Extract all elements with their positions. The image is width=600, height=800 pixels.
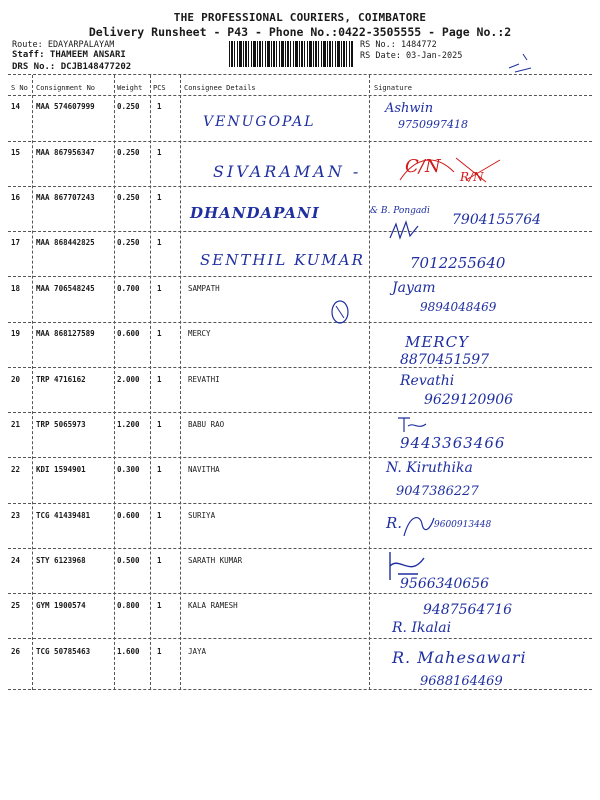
row-divider	[8, 593, 592, 594]
signature: Ashwin	[385, 101, 434, 116]
row-consignment-no: STY 6123968	[36, 556, 86, 565]
row-consignee: BABU RAO	[188, 420, 225, 429]
row-sno: 18	[11, 284, 21, 293]
row-sno: 23	[11, 511, 21, 520]
col-divider	[114, 75, 115, 690]
handwritten-consignee: SIVARAMAN -	[213, 162, 362, 181]
row-consignment-no: TCG 41439481	[36, 511, 91, 520]
row-weight: 1.600	[117, 647, 140, 656]
row-sno: 19	[11, 329, 21, 338]
signature-phone: 7012255640	[410, 254, 506, 272]
row-consignee: SARATH KUMAR	[188, 556, 243, 565]
col-divider	[369, 75, 370, 690]
row-weight: 2.000	[117, 375, 140, 384]
row-pcs: 1	[157, 556, 162, 565]
signature: Jayam	[392, 280, 436, 296]
signature: R. Ikalai	[392, 620, 452, 636]
pen-mark	[505, 50, 535, 76]
signature: R. Mahesawari	[392, 648, 527, 667]
row-weight: 0.250	[117, 193, 140, 202]
row-consignee: KALA RAMESH	[188, 601, 238, 610]
signature-phone: 9047386227	[396, 484, 479, 499]
return-mark: C/N	[405, 156, 441, 177]
row-pcs: 1	[157, 420, 162, 429]
row-divider	[8, 367, 592, 368]
col-header-consignment: Consignment No	[36, 84, 96, 92]
signature-phone: 9894048469	[420, 300, 497, 314]
signature-phone: 9443363466	[400, 434, 506, 452]
row-sno: 17	[11, 238, 21, 247]
col-header-consignee: Consignee Details	[184, 84, 256, 92]
handwritten-consignee: VENUGOPAL	[203, 114, 316, 130]
col-divider	[180, 75, 181, 690]
row-consignment-no: TRP 5065973	[36, 420, 86, 429]
handwritten-consignee: DHANDAPANI	[190, 204, 320, 222]
row-consignee: NAVITHA	[188, 465, 220, 474]
row-consignment-no: GYM 1900574	[36, 601, 86, 610]
row-consignment-no: MAA 706548245	[36, 284, 95, 293]
row-pcs: 1	[157, 465, 162, 474]
row-consignment-no: MAA 574607999	[36, 102, 95, 111]
rule	[8, 74, 592, 75]
row-divider	[8, 689, 592, 690]
signature-phone: 9487564716	[423, 602, 513, 618]
handwritten-consignee: SENTHIL KUMAR	[200, 251, 365, 269]
return-mark: R/N	[460, 170, 484, 184]
row-divider	[8, 276, 592, 277]
row-sno: 15	[11, 148, 21, 157]
row-weight: 0.600	[117, 511, 140, 520]
row-weight: 0.300	[117, 465, 140, 474]
row-consignment-no: MAA 867956347	[36, 148, 95, 157]
row-pcs: 1	[157, 193, 162, 202]
signature-scribble	[396, 414, 430, 436]
row-consignment-no: TCG 50785463	[36, 647, 91, 656]
rs-date: RS Date: 03-Jan-2025	[360, 51, 463, 61]
row-pcs: 1	[157, 148, 162, 157]
row-weight: 0.600	[117, 329, 140, 338]
signature-phone: 9629120906	[424, 392, 514, 408]
row-weight: 0.500	[117, 556, 140, 565]
rs-number: RS No.: 1484772	[360, 40, 437, 50]
col-divider	[150, 75, 151, 690]
row-consignment-no: KDI 1594901	[36, 465, 86, 474]
col-header-pcs: PCS	[153, 84, 166, 92]
row-divider	[8, 322, 592, 323]
row-weight: 0.250	[117, 148, 140, 157]
row-sno: 21	[11, 420, 21, 429]
signature-phone: 9750997418	[398, 118, 468, 131]
row-weight: 0.700	[117, 284, 140, 293]
row-consignee: SURIYA	[188, 511, 216, 520]
row-divider	[8, 186, 592, 187]
row-pcs: 1	[157, 238, 162, 247]
row-divider	[8, 638, 592, 639]
signature-phone: 7904155764	[452, 212, 542, 228]
signature: MERCY	[405, 333, 469, 351]
row-sno: 20	[11, 375, 21, 384]
signature-scribble	[400, 510, 436, 540]
row-sno: 16	[11, 193, 21, 202]
row-consignment-no: MAA 868442825	[36, 238, 95, 247]
row-divider	[8, 141, 592, 142]
signature-phone: 9566340656	[400, 576, 490, 592]
row-consignment-no: MAA 867707243	[36, 193, 95, 202]
row-consignee: JAYA	[188, 647, 207, 656]
row-consignment-no: TRP 4716162	[36, 375, 86, 384]
row-weight: 0.250	[117, 102, 140, 111]
row-pcs: 1	[157, 647, 162, 656]
rule	[8, 95, 592, 96]
company-title: THE PROFESSIONAL COURIERS, COIMBATORE	[173, 11, 427, 24]
row-weight: 0.800	[117, 601, 140, 610]
signature-phone: 9600913448	[434, 520, 492, 530]
signature: Revathi	[400, 373, 455, 389]
row-consignee: MERCY	[188, 329, 211, 338]
row-pcs: 1	[157, 102, 162, 111]
col-header-weight: Weight	[117, 84, 143, 92]
signature-scribble	[386, 218, 422, 244]
drs-number: DRS No.: DCJB148477202	[12, 62, 132, 72]
route-label: Route: EDAYARPALAYAM	[12, 40, 115, 50]
col-header-sno: S No	[11, 84, 28, 92]
red-strike-icon	[396, 150, 506, 186]
col-divider	[32, 75, 33, 690]
row-sno: 24	[11, 556, 21, 565]
col-header-signature: Signature	[374, 84, 412, 92]
row-divider	[8, 457, 592, 458]
row-divider	[8, 231, 592, 232]
row-sno: 25	[11, 601, 21, 610]
row-sno: 14	[11, 102, 21, 111]
row-pcs: 1	[157, 511, 162, 520]
row-sno: 26	[11, 647, 21, 656]
barcode	[229, 41, 353, 67]
row-weight: 1.200	[117, 420, 140, 429]
row-divider	[8, 503, 592, 504]
row-pcs: 1	[157, 601, 162, 610]
signature-phone: 9688164469	[420, 674, 503, 689]
runsheet-title: Delivery Runsheet - P43 - Phone No.:0422-3505555 - Page No.:2	[88, 25, 512, 39]
row-pcs: 1	[157, 284, 162, 293]
signature-phone: 8870451597	[400, 352, 490, 368]
row-consignee: REVATHI	[188, 375, 220, 384]
signature: R.	[386, 514, 403, 532]
row-pcs: 1	[157, 375, 162, 384]
row-consignee: SAMPATH	[188, 284, 220, 293]
signature: & B. Pongadi	[370, 206, 430, 216]
signature: N. Kiruthika	[386, 460, 473, 476]
staff-label: Staff: THAMEEM ANSARI	[12, 50, 126, 60]
row-divider	[8, 412, 592, 413]
row-divider	[8, 548, 592, 549]
row-consignment-no: MAA 868127589	[36, 329, 95, 338]
row-sno: 22	[11, 465, 21, 474]
row-weight: 0.250	[117, 238, 140, 247]
row-pcs: 1	[157, 329, 162, 338]
circle-mark-icon	[328, 298, 352, 326]
